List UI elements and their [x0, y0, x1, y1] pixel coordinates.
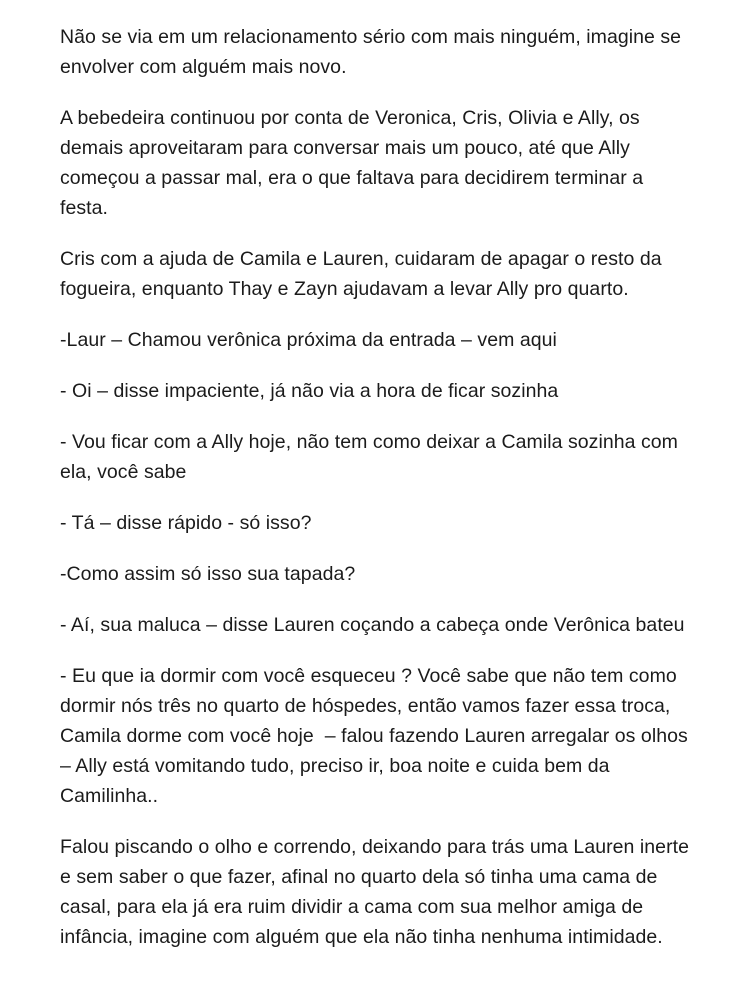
paragraph: - Eu que ia dormir com você esqueceu ? Você sabe que não tem como dormir nós três no quarto de hóspedes, então vamos fazer essa troca, Camila dorme com você hoje – falou fazendo Lauren arregalar os olhos – Ally está vomitando tudo, preciso ir, boa noite e cuida bem da Camilinha..	[60, 665, 694, 807]
paragraph: -Laur – Chamou verônica próxima da entrada – vem aqui	[60, 329, 557, 351]
paragraph: - Oi – disse impaciente, já não via a hora de ficar sozinha	[60, 380, 559, 402]
paragraph: - Aí, sua maluca – disse Lauren coçando a cabeça onde Verônica bateu	[60, 614, 685, 636]
story-text-body	[60, 22, 695, 952]
paragraph: Não se via em um relacionamento sério com mais ninguém, imagine se envolver com alguém mais novo.	[60, 26, 687, 78]
paragraph: - Vou ficar com a Ally hoje, não tem como deixar a Camila sozinha com ela, você sabe	[60, 431, 684, 483]
paragraph: -Como assim só isso sua tapada?	[60, 563, 356, 585]
paragraph: A bebedeira continuou por conta de Veronica, Cris, Olivia e Ally, os demais aproveitaram para conversar mais um pouco, até que Ally começou a passar mal, era o que faltava para decidirem terminar a festa.	[60, 107, 649, 219]
paragraph: Falou piscando o olho e correndo, deixando para trás uma Lauren inerte e sem saber o que fazer, afinal no quarto dela só tinha uma cama de casal, para ela já era ruim dividir a cama com sua melhor amiga de infância, imagine com alguém que ela não tinha nenhuma intimidade.	[60, 836, 695, 948]
paragraph: Cris com a ajuda de Camila e Lauren, cuidaram de apagar o resto da fogueira, enquanto Thay e Zayn ajudavam a levar Ally pro quarto.	[60, 248, 668, 300]
paragraph: - Tá – disse rápido - só isso?	[60, 512, 312, 534]
